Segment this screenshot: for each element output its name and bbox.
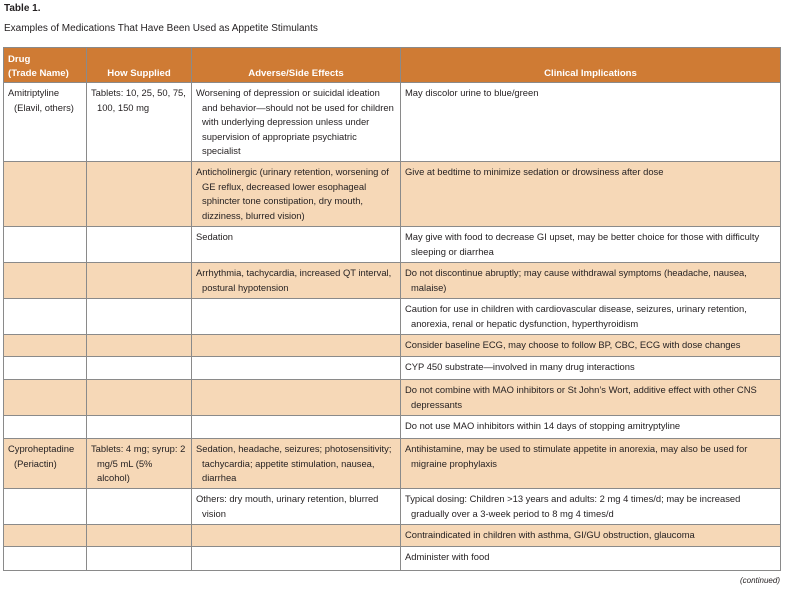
supplied-cell: [87, 162, 192, 227]
drug-cell: [4, 335, 87, 357]
drug-cell: Amitriptyline (Elavil, others): [4, 83, 87, 162]
table-caption: Examples of Medications That Have Been Used as Appetite Stimulants: [4, 23, 318, 34]
adverse-cell: [192, 547, 401, 571]
clinical-cell: Give at bedtime to minimize sedation or drowsiness after dose: [401, 162, 781, 227]
drug-cell: [4, 525, 87, 547]
supplied-cell: [87, 416, 192, 439]
supplied-cell: [87, 547, 192, 571]
clinical-cell: Do not discontinue abruptly; may cause withdrawal symptoms (headache, nausea, malaise): [401, 263, 781, 299]
adverse-cell: Anticholinergic (urinary retention, worsening of GE reflux, decreased lower esophageal sphincter tone constipation, dry mouth, dizziness, blurred vision): [192, 162, 401, 227]
clinical-cell: Consider baseline ECG, may choose to follow BP, CBC, ECG with dose changes: [401, 335, 781, 357]
table-row: [4, 357, 781, 380]
header-drug-line1: Drug: [8, 54, 31, 65]
table-row: [4, 83, 781, 162]
adverse-cell: [192, 380, 401, 416]
adverse-cell: Sedation, headache, seizures; photosensitivity; tachycardia; appetite stimulation, nausea, diarrhea: [192, 439, 401, 489]
clinical-cell: May give with food to decrease GI upset, may be better choice for those with difficulty sleeping or diarrhea: [401, 227, 781, 263]
drug-cell: [4, 227, 87, 263]
clinical-cell: Antihistamine, may be used to stimulate appetite in anorexia, may also be used for migraine prophylaxis: [401, 439, 781, 489]
header-drug: [4, 48, 87, 83]
drug-cell: [4, 263, 87, 299]
table-row: [4, 380, 781, 416]
clinical-cell: Administer with food: [401, 547, 781, 571]
supplied-cell: [87, 299, 192, 335]
header-row: [4, 48, 781, 83]
supplied-cell: [87, 357, 192, 380]
adverse-cell: Worsening of depression or suicidal ideation and behavior—should not be used for children with underlying depression unless under supervision of appropriate psychiatric specialist: [192, 83, 401, 162]
table-row: [4, 335, 781, 357]
adverse-cell: [192, 335, 401, 357]
table-row: [4, 525, 781, 547]
adverse-cell: [192, 299, 401, 335]
header-clinical-implications: Clinical Implications: [401, 48, 781, 83]
supplied-cell: Tablets: 4 mg; syrup: 2 mg/5 mL (5% alcohol): [87, 439, 192, 489]
header-adverse-effects: Adverse/Side Effects: [192, 48, 401, 83]
medications-table: [3, 47, 781, 571]
drug-cell: [4, 416, 87, 439]
supplied-cell: [87, 335, 192, 357]
supplied-cell: [87, 380, 192, 416]
adverse-cell: Arrhythmia, tachycardia, increased QT interval, postural hypotension: [192, 263, 401, 299]
drug-cell: [4, 489, 87, 525]
supplied-cell: [87, 227, 192, 263]
header-how-supplied: How Supplied: [87, 48, 192, 83]
drug-cell: [4, 299, 87, 335]
table-row: [4, 263, 781, 299]
adverse-cell: [192, 525, 401, 547]
adverse-cell: [192, 357, 401, 380]
table-row: [4, 439, 781, 489]
clinical-cell: CYP 450 substrate—involved in many drug interactions: [401, 357, 781, 380]
supplied-cell: [87, 263, 192, 299]
clinical-cell: Typical dosing: Children >13 years and adults: 2 mg 4 times/d; may be increased gradually over a 3-week period to 8 mg 4 times/d: [401, 489, 781, 525]
supplied-cell: [87, 489, 192, 525]
clinical-cell: Do not use MAO inhibitors within 14 days of stopping amitryptyline: [401, 416, 781, 439]
header-drug-line2: (Trade Name): [8, 68, 69, 79]
supplied-cell: [87, 525, 192, 547]
drug-cell: [4, 547, 87, 571]
table-row: [4, 227, 781, 263]
adverse-cell: [192, 416, 401, 439]
table-title: Table 1.: [4, 3, 41, 14]
table-row: [4, 489, 781, 525]
table-row: [4, 162, 781, 227]
continued-note: (continued): [739, 576, 780, 585]
drug-cell: [4, 380, 87, 416]
drug-cell: Cyproheptadine (Periactin): [4, 439, 87, 489]
adverse-cell: Others: dry mouth, urinary retention, blurred vision: [192, 489, 401, 525]
table-row: [4, 547, 781, 571]
table-row: [4, 416, 781, 439]
supplied-cell: Tablets: 10, 25, 50, 75, 100, 150 mg: [87, 83, 192, 162]
clinical-cell: Contraindicated in children with asthma, GI/GU obstruction, glaucoma: [401, 525, 781, 547]
clinical-cell: Do not combine with MAO inhibitors or St John’s Wort, additive effect with other CNS depressants: [401, 380, 781, 416]
drug-cell: [4, 357, 87, 380]
adverse-cell: Sedation: [192, 227, 401, 263]
clinical-cell: Caution for use in children with cardiovascular disease, seizures, urinary retention, anorexia, renal or hepatic dysfunction, hyperthyroidism: [401, 299, 781, 335]
clinical-cell: May discolor urine to blue/green: [401, 83, 781, 162]
table-row: [4, 299, 781, 335]
drug-cell: [4, 162, 87, 227]
